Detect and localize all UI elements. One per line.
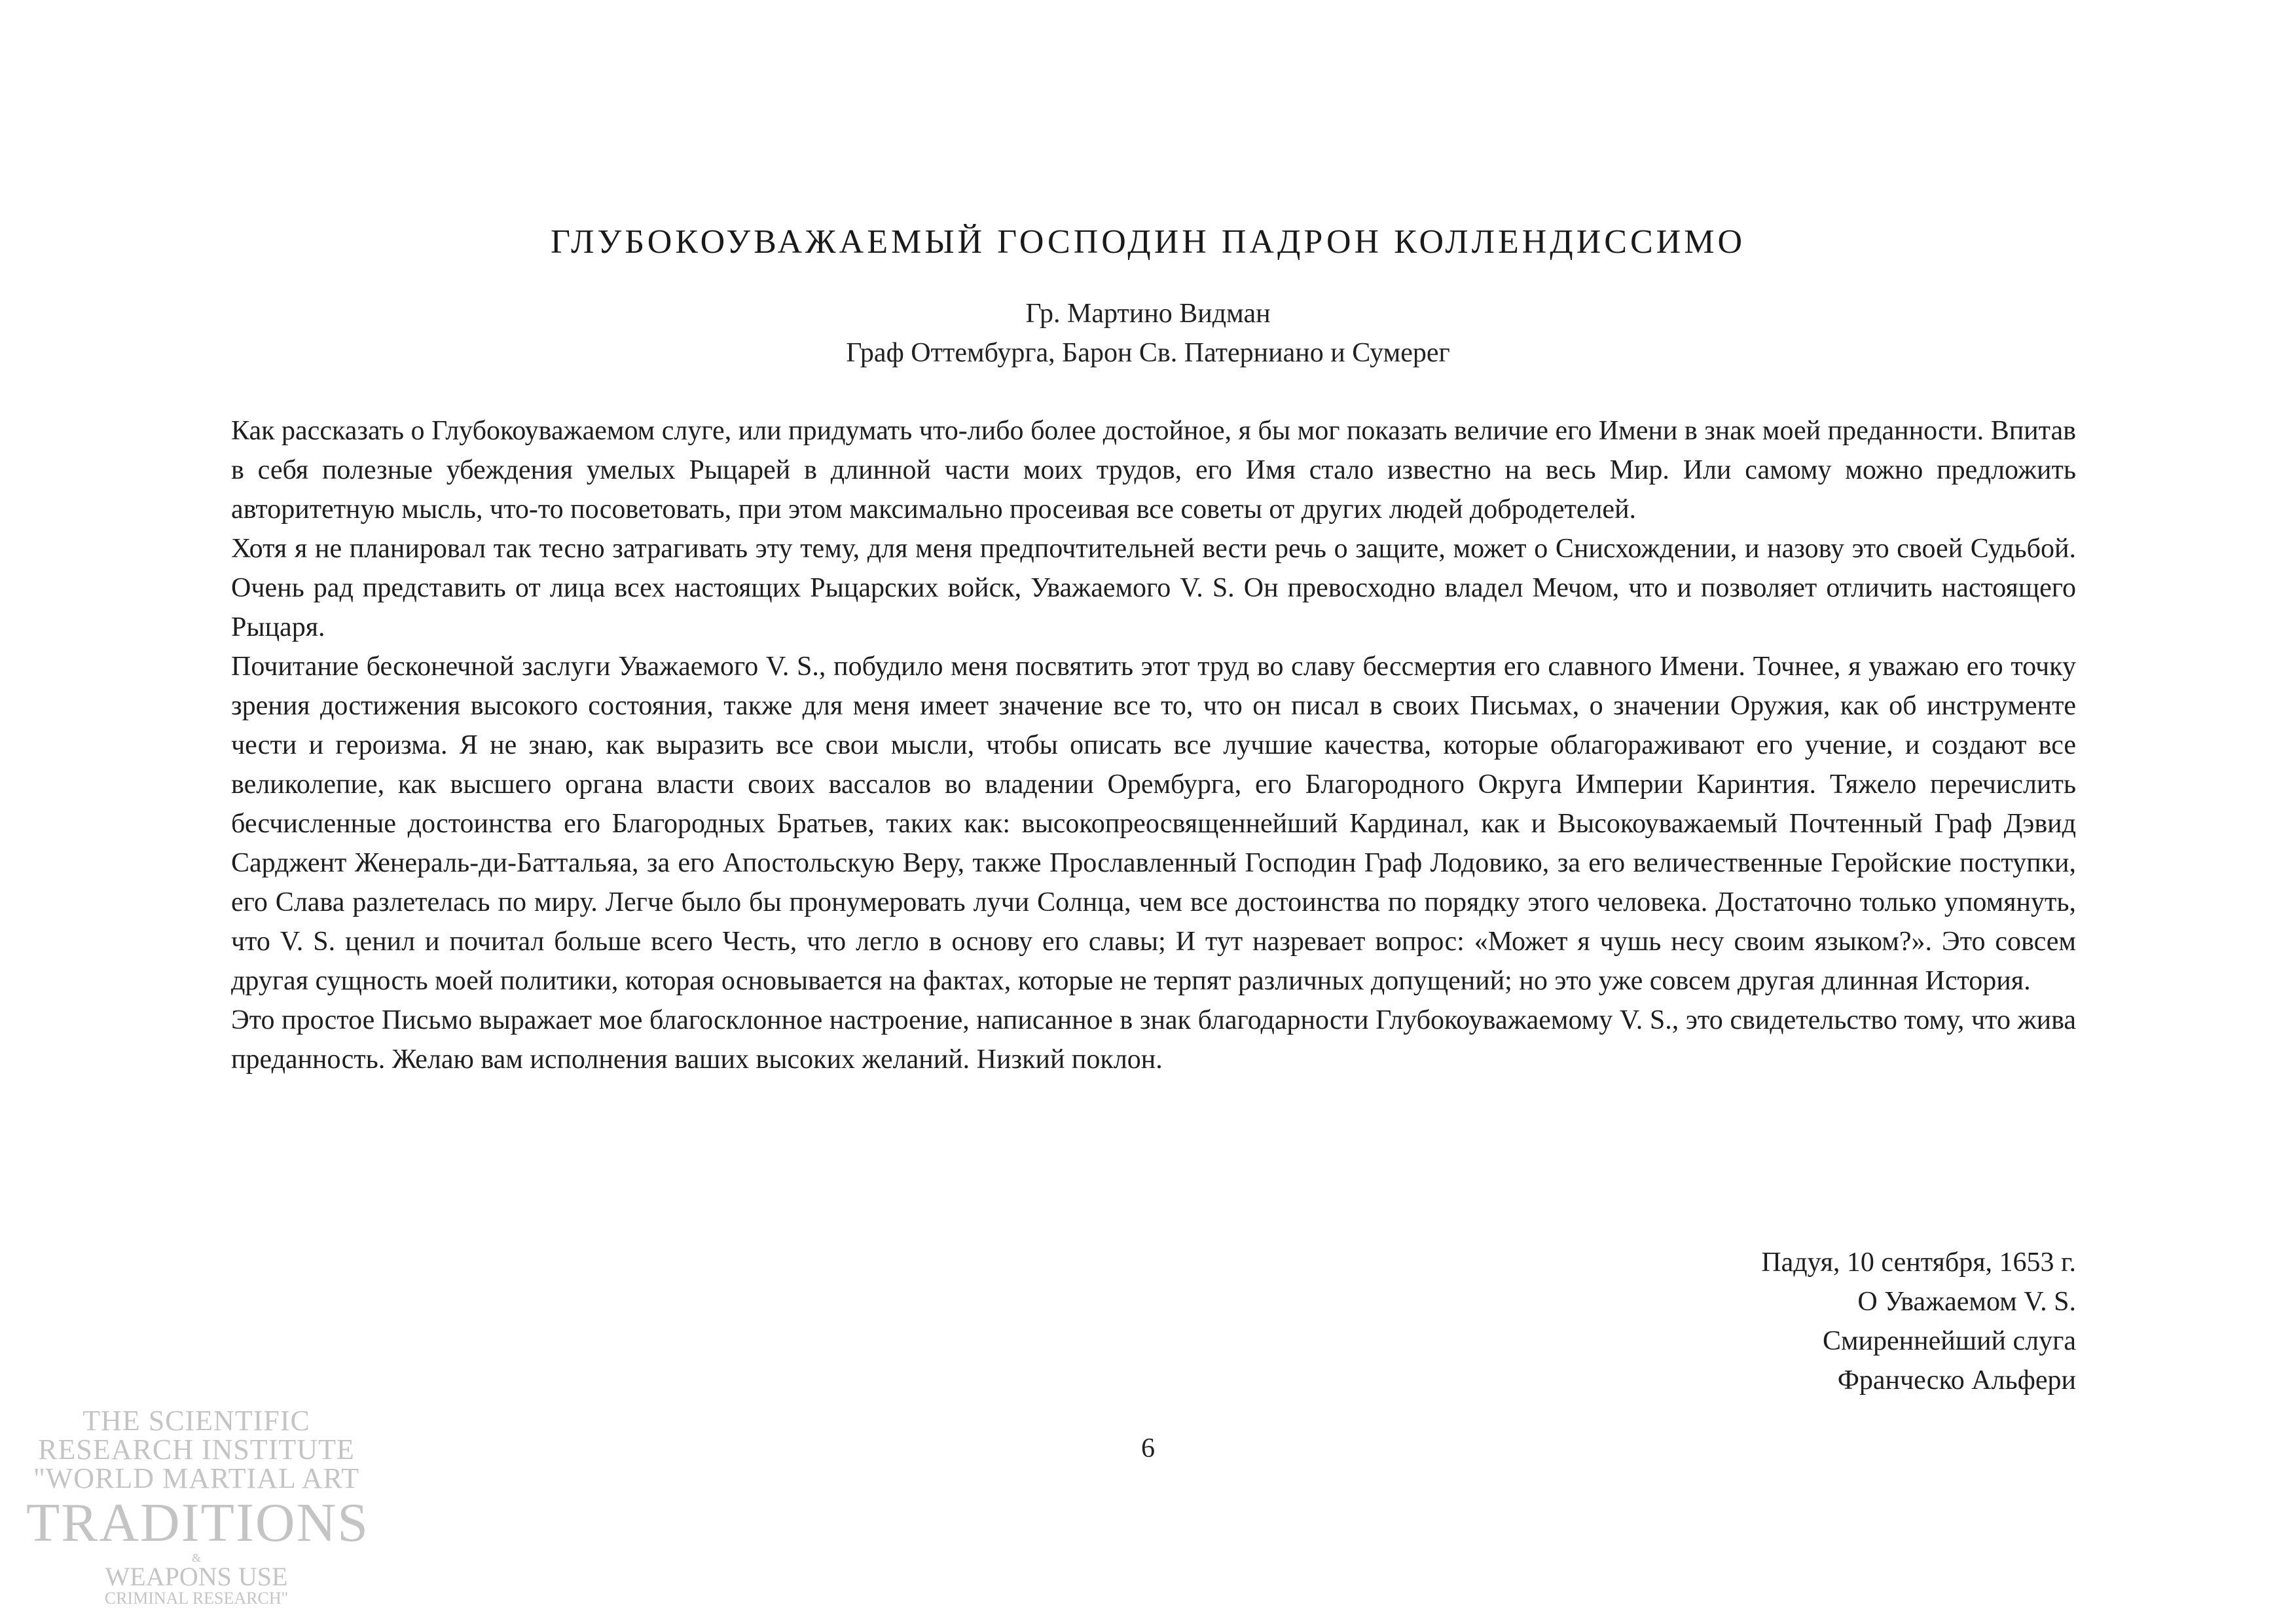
paragraph: Почитание бесконечной заслуги Уважаемого V. S., побудило меня посвятить этот труд во славу бессмертия его славного Имени. Точнее, я уважаю его точку зрения достижения высокого состояния, также для меня имеет значение все то, что он писал в своих Письмах, о значении Оружия, как об инструменте чести и героизма. Я не знаю, как выразить все свои мысли, чтобы описать все лучшие качества, которые облагораживают его учение, и создают все великолепие, как высшего органа власти своих вассалов во владении Орембурга, его Благородного Округа Империи Каринтия. Тяжело перечислить бесчисленные достоинства его Благородных Братьев, таких как: высокопреосвященнейший Кардинал, как и Высокоуважаемый Почтенный Граф Дэвид Сарджент Женераль-ди-Баттальяа, за его Апостольскую Веру, также Прославленный Господин Граф Лодовико, за его величественные Геройские поступки, его Слава разлетелась по миру. Легче было бы пронумеровать лучи Солнца, чем все достоинства по порядку этого человека. Достаточно только упомянуть, что V. S. ценил и почитал больше всего Честь, что легло в основу его славы; И тут назревает вопрос: «Может я чушь несу своим языком?». Это совсем другая сущность моей политики, которая основывается на фактах, которые не терпят различных допущений; но это уже совсем другая длинная История. bbox=[231, 652, 2076, 996]
letter-body bbox=[231, 411, 2076, 1079]
watermark-line: "WORLD MARTIAL ART bbox=[33, 1462, 360, 1494]
watermark-line: THE SCIENTIFIC bbox=[82, 1405, 310, 1437]
watermark-line: RESEARCH INSTITUTE bbox=[38, 1433, 355, 1466]
signature-block bbox=[1761, 1243, 2076, 1400]
signature-servant: Смиреннейший слуга bbox=[1822, 1326, 2076, 1356]
institute-watermark-logo bbox=[26, 1407, 367, 1607]
author-name: Гр. Мартино Видман bbox=[1025, 299, 1271, 329]
signature-name: Франческо Альфери bbox=[1837, 1365, 2076, 1395]
paragraph: Хотя я не планировал так тесно затрагивать эту тему, для меня предпочтительней вести речь о защите, может о Снисхождении, и назову это своей Судьбой. Очень рад представить от лица всех настоящих Рыцарских войск, Уважаемого V. S. Он превосходно владел Мечом, что и позволяет отличить настоящего Рыцаря. bbox=[231, 534, 2076, 642]
signature-addressee: О Уважаемом V. S. bbox=[1857, 1287, 2076, 1317]
watermark-line: & bbox=[191, 1551, 201, 1564]
paragraph: Как рассказать о Глубокоуважаемом слуге, или придумать что-либо более достойное, я бы мог показать величие его Имени в знак моей преданности. Впитав в себя полезные убеждения умелых Рыцарей в длинной части моих трудов, его Имя стало известно на весь Мир. Или самому можно предложить авторитетную мысль, что-то посоветовать, при этом максимально просеивая все советы от других людей добродетелей. bbox=[231, 416, 2076, 525]
watermark-line: CRIMINAL RESEARCH" bbox=[104, 1589, 289, 1608]
watermark-line: TRADITIONS bbox=[26, 1492, 369, 1553]
page-title: ГЛУБОКОУВАЖАЕМЫЙ ГОСПОДИН ПАДРОН КОЛЛЕНДИССИМО bbox=[550, 223, 1746, 261]
paragraph: Это простое Письмо выражает мое благосклонное настроение, написанное в знак благодарности Глубокоуважаемому V. S., это свидетельство тому, что жива преданность. Желаю вам исполнения ваших высоких желаний. Низкий поклон. bbox=[231, 1005, 2076, 1075]
page-number: 6 bbox=[1141, 1433, 1155, 1464]
watermark-line: WEAPONS USE bbox=[105, 1562, 288, 1591]
signature-date: Падуя, 10 сентября, 1653 г. bbox=[1761, 1247, 2076, 1278]
author-titles: Граф Оттембурга, Барон Св. Патерниано и Сумерег bbox=[846, 338, 1450, 368]
